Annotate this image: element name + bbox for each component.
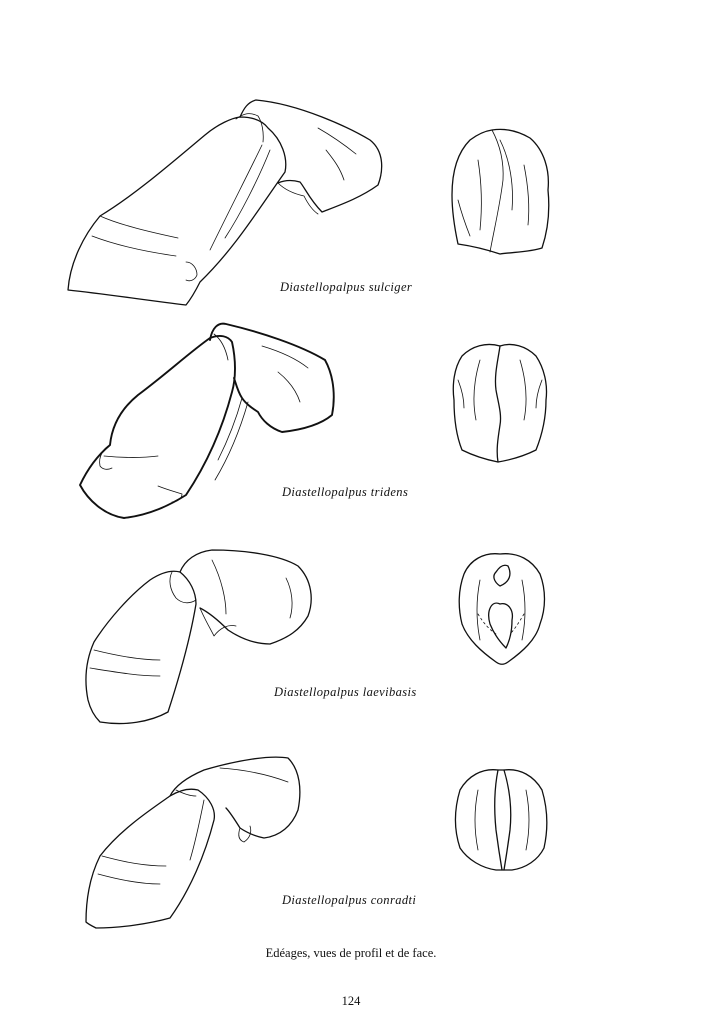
aedeagus-face-drawing-conradti — [456, 770, 547, 870]
aedeagus-profile-drawing-sulciger — [68, 100, 382, 305]
species-label: Diastellopalpus tridens — [282, 485, 409, 499]
page-number: 124 — [341, 994, 361, 1008]
species-label: Diastellopalpus conradti — [282, 893, 417, 907]
plate-caption: Edéages, vues de profil et de face. — [265, 946, 437, 960]
species-label: Diastellopalpus laevibasis — [274, 685, 417, 699]
aedeagus-face-drawing-laevibasis — [459, 554, 544, 665]
aedeagus-profile-drawing-conradti — [86, 757, 300, 928]
aedeagus-face-drawing-sulciger — [452, 129, 549, 254]
aedeagus-face-drawing-tridens — [453, 344, 546, 462]
species-label: Diastellopalpus sulciger — [280, 280, 413, 294]
